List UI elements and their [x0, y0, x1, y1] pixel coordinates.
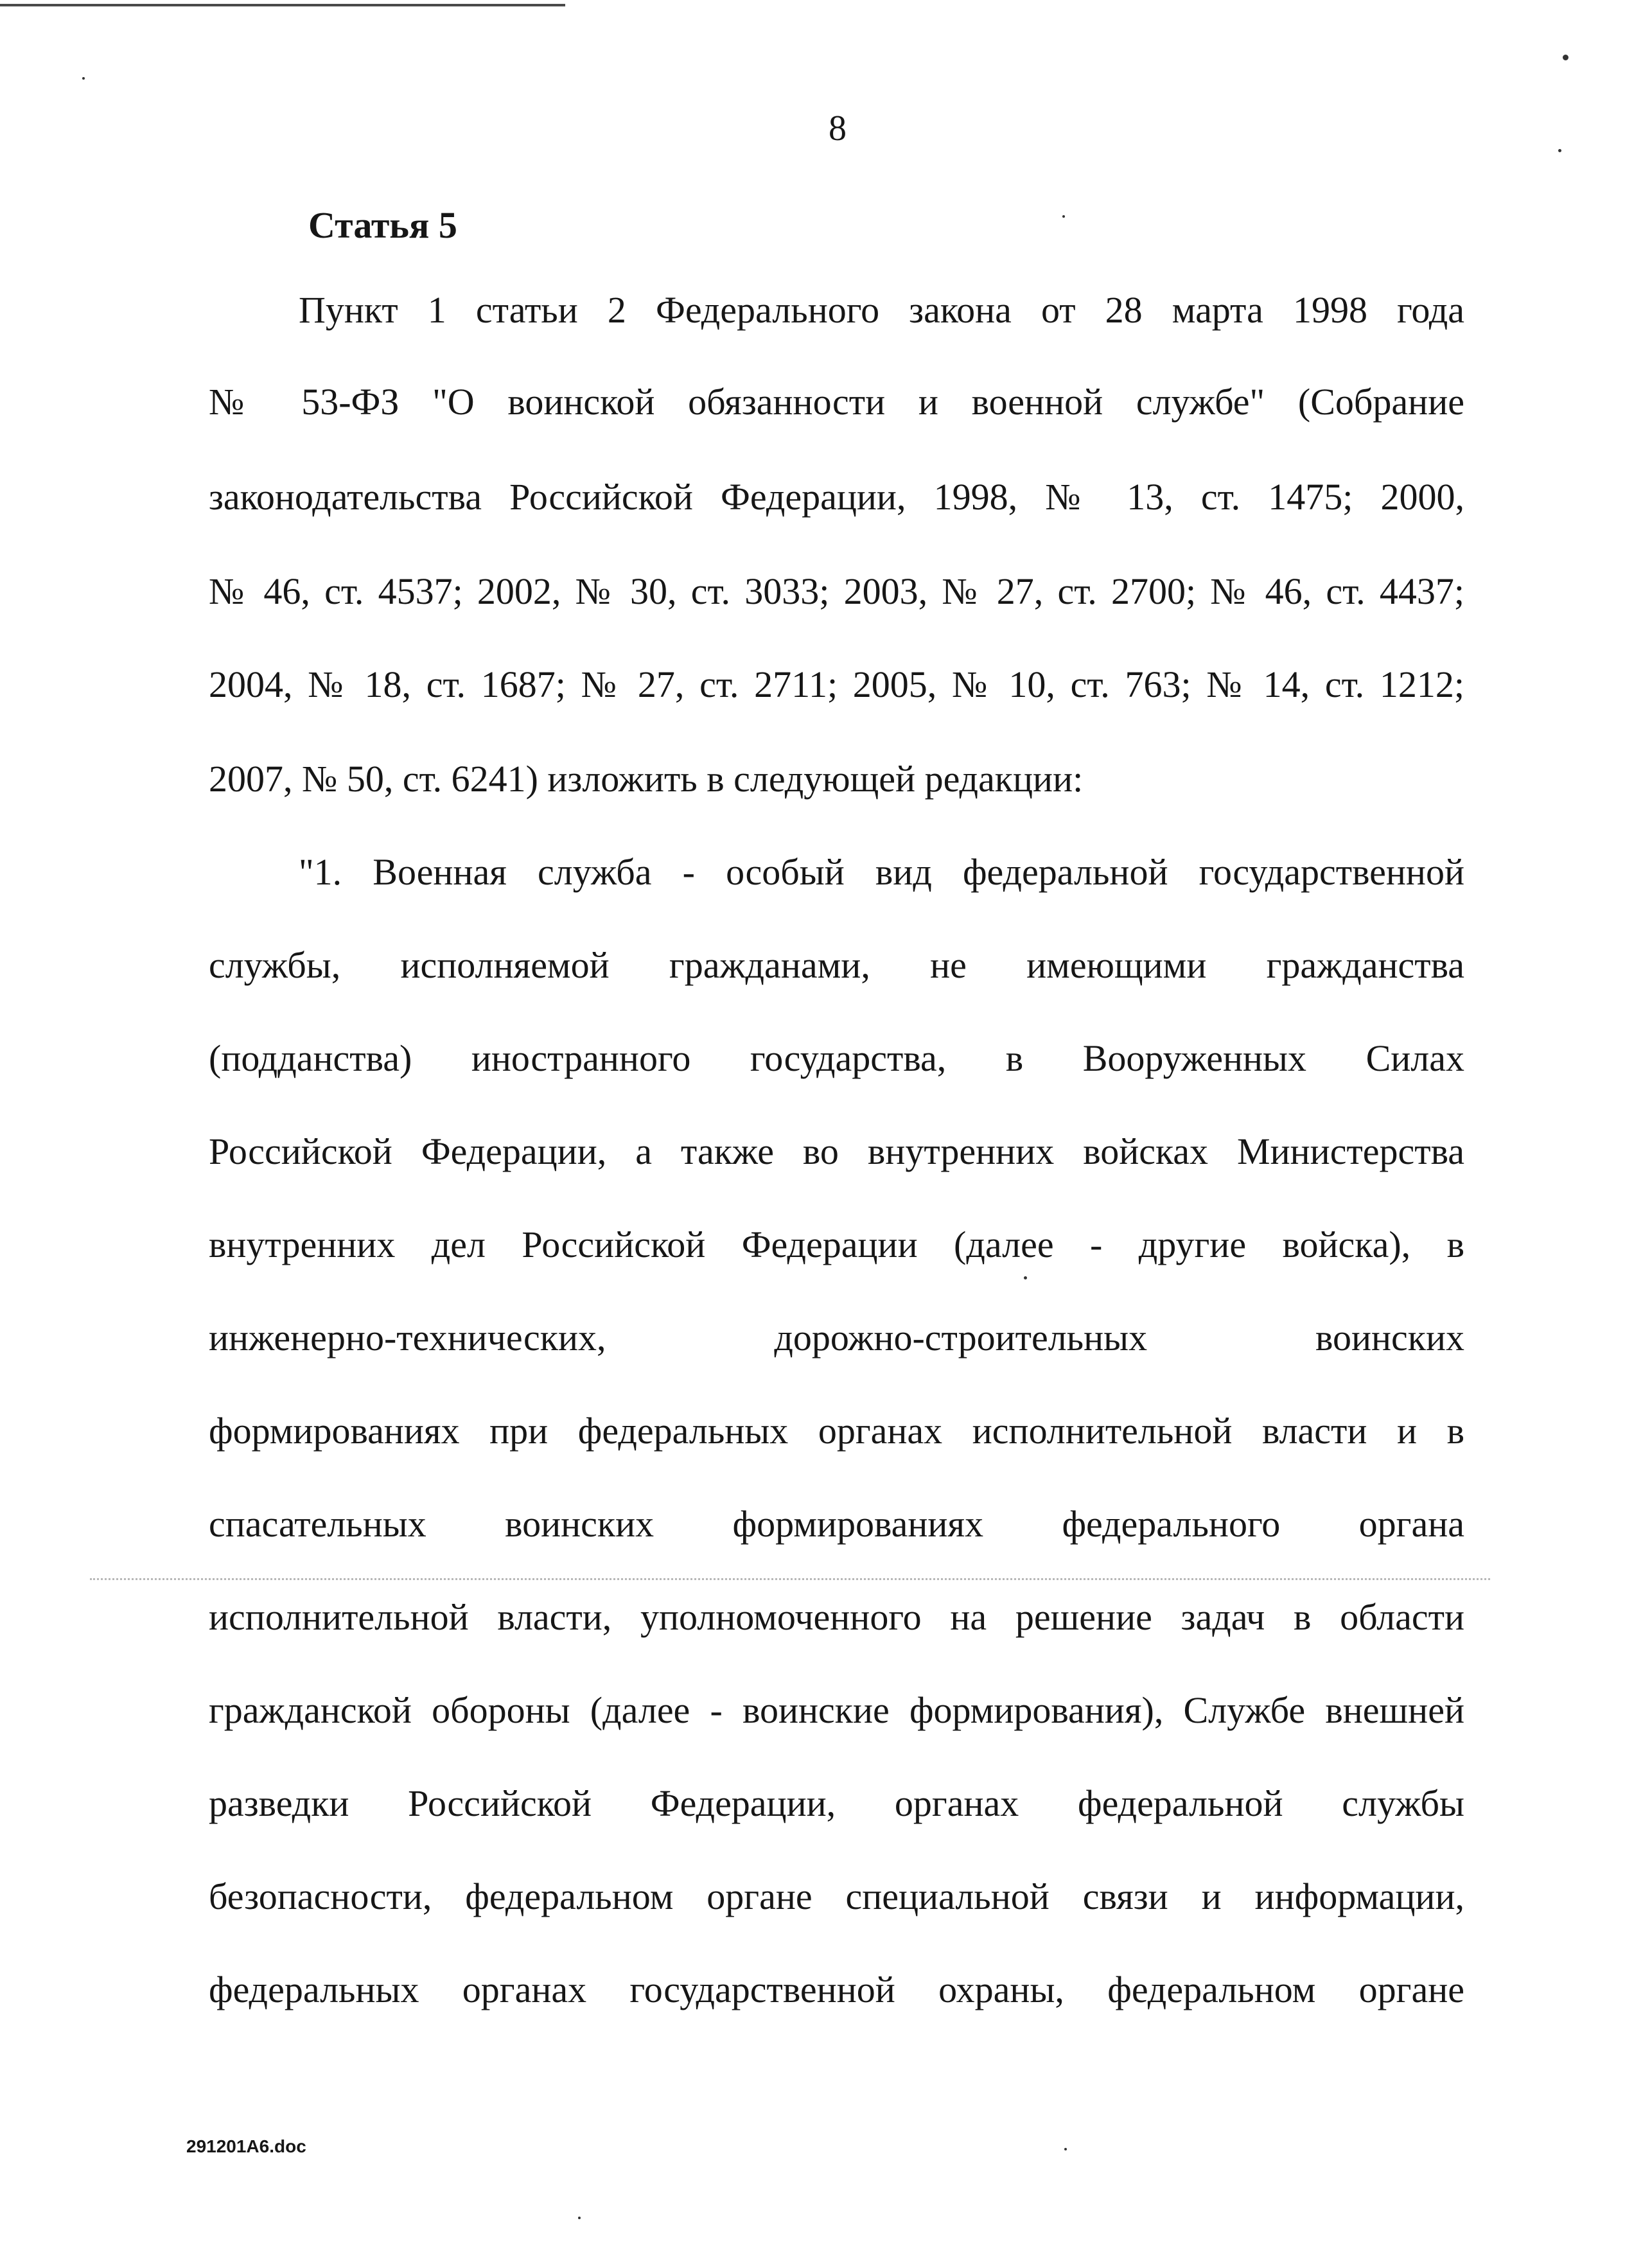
text-line: формированиях при федеральных органах исполнительной власти и в: [209, 1410, 1464, 1452]
text-line: гражданской обороны (далее - воинские формирования), Службе внешней: [209, 1689, 1464, 1731]
footer-filename: 291201A6.doc: [186, 2136, 306, 2156]
text-line: инженерно-технических, дорожно-строительных воинских: [209, 1317, 1464, 1358]
text-line: "1. Военная служба - особый вид федеральной государственной: [299, 851, 1464, 893]
scan-speck: [1062, 215, 1065, 218]
text-line: федеральных органах государственной охраны, федеральном органе: [209, 1969, 1464, 2010]
scan-edge-line: [0, 4, 565, 6]
text-line: Российской Федерации, а также во внутренних войсках Министерства: [209, 1130, 1464, 1172]
scan-speck: [1558, 149, 1561, 152]
text-line: внутренних дел Российской Федерации (далее - другие войска), в: [209, 1224, 1464, 1265]
scan-speck: [578, 2217, 581, 2219]
article-heading: Статья 5: [308, 204, 457, 246]
text-line: № 46, ст. 4537; 2002, № 30, ст. 3033; 2003, № 27, ст. 2700; № 46, ст. 4437;: [209, 570, 1464, 612]
text-line: 2007, № 50, ст. 6241) изложить в следующей редакции:: [209, 758, 1084, 800]
text-line: (подданства) иностранного государства, в Вооруженных Силах: [209, 1037, 1464, 1079]
text-line: № 53-ФЗ "О воинской обязанности и военной службе" (Собрание: [209, 381, 1464, 423]
text-line: Пункт 1 статьи 2 Федерального закона от 28 марта 1998 года: [299, 289, 1464, 331]
scan-dotted-artifact: [90, 1578, 1490, 1580]
text-line: службы, исполняемой гражданами, не имеющими гражданства: [209, 944, 1464, 986]
text-line: 2004, № 18, ст. 1687; № 27, ст. 2711; 2005, № 10, ст. 763; № 14, ст. 1212;: [209, 664, 1464, 705]
text-line: разведки Российской Федерации, органах федеральной службы: [209, 1782, 1464, 1824]
page-number: 8: [829, 109, 847, 148]
scan-speck: [82, 77, 85, 80]
text-line: законодательства Российской Федерации, 1998, № 13, ст. 1475; 2000,: [209, 476, 1464, 518]
scan-speck: [1024, 1276, 1027, 1279]
scan-speck: [1563, 55, 1568, 60]
text-line: исполнительной власти, уполномоченного на решение задач в области: [209, 1596, 1464, 1638]
text-line: спасательных воинских формированиях федерального органа: [209, 1503, 1464, 1545]
scan-speck: [1064, 2148, 1067, 2150]
text-line: безопасности, федеральном органе специальной связи и информации,: [209, 1876, 1464, 1917]
